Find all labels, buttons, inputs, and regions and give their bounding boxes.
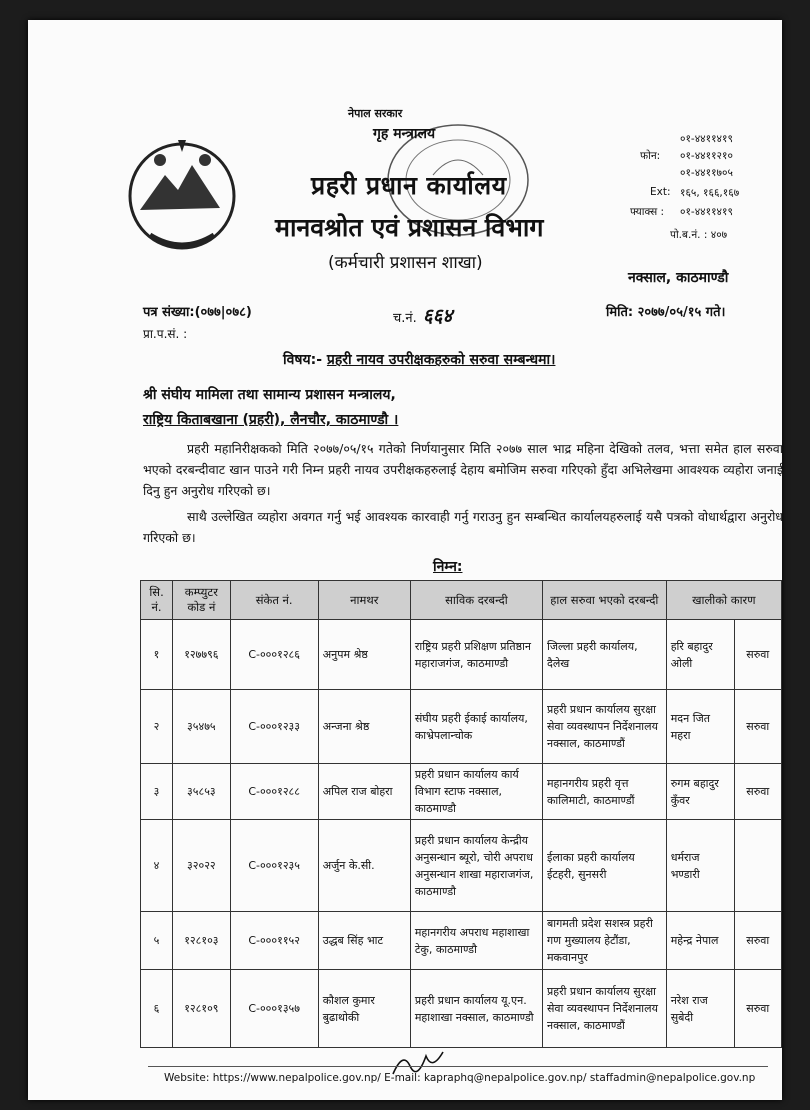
phone-3: ०१-४४११७०५ (680, 167, 733, 179)
transfer-table (140, 580, 782, 1048)
cell-hal: जिल्ला प्रहरी कार्यालय, दैलेख (542, 620, 666, 690)
footer-contact: Website: https://www.nepalpolice.gov.np/ E-mail: kapraphq@nepalpolice.gov.np/ staffadmin@nepalpolice.gov.np (164, 1072, 756, 1084)
patra-sankhya: पत्र संख्या:(०७७|०७८) (143, 305, 252, 320)
branch-title: (कर्मचारी प्रशासन शाखा) (328, 253, 483, 273)
cell-khali-reason: सरुवा (734, 764, 781, 820)
cell-khali-reason: सरुवा (734, 970, 781, 1048)
cell-code: १२७७९६ (173, 620, 231, 690)
chan-num: ६६४ (422, 305, 453, 327)
cell-sabik: प्रहरी प्रधान कार्यालय कार्य विभाग स्टाफ नक्साल, काठमाण्डौ (410, 764, 542, 820)
table-row (141, 912, 782, 970)
cell-code: १२८१०३ (173, 912, 231, 970)
table-row (141, 690, 782, 764)
address-line-2: राष्ट्रिय किताबखाना (प्रहरी), लैनचौर, काठमाण्डौ । (143, 412, 399, 428)
cell-khali-name: नरेश राज सुबेदी (666, 970, 734, 1048)
cell-code: ३५८५३ (173, 764, 231, 820)
subject-text: प्रहरी नायव उपरीक्षकहरुको सरुवा सम्बन्धमा। (326, 352, 556, 368)
cell-khali-reason: सरुवा (734, 690, 781, 764)
cell-sn: १ (141, 620, 173, 690)
table-row (141, 970, 782, 1048)
th-name: नामथर (318, 581, 410, 620)
body-paragraph-2: साथै उल्लेखित व्यहोरा अवगत गर्नु भई आवश्यक कारवाही गर्नु गराउनु हुन सम्बन्धित कार्यालयहरुलाई यसै पत्रको वोधार्थद्वारा अनुरोध गरिएको छ। (143, 509, 783, 545)
chalani-number (393, 302, 452, 328)
cell-name: उद्धब सिंह भाट (318, 912, 410, 970)
cell-sanket: C-०००११५२ (230, 912, 318, 970)
th-sabik: साविक दरबन्दी (410, 581, 542, 620)
cell-sn: ३ (141, 764, 173, 820)
cell-sabik: प्रहरी प्रधान कार्यालय यू.एन. महाशाखा नक्साल, काठमाण्डौ (410, 970, 542, 1048)
department-title: मानवश्रोत एवं प्रशासन विभाग (275, 213, 544, 242)
phone-2: ०१-४४११२१० (680, 150, 733, 162)
table-header-row (141, 581, 782, 620)
list-heading: निम्न: (433, 559, 463, 575)
cell-khali-name: मदन जित महरा (666, 690, 734, 764)
cell-name: अर्जुन के.सी. (318, 820, 410, 912)
letter-page (28, 20, 782, 1100)
cell-sabik: राष्ट्रिय प्रहरी प्रशिक्षण प्रतिष्ठान महाराजगंज, काठमाण्डौ (410, 620, 542, 690)
cell-sabik: संघीय प्रहरी ईकाई कार्यालय, काभ्रेपलान्चोक (410, 690, 542, 764)
address-line-1: श्री संघीय मामिला तथा सामान्य प्रशासन मन्त्रालय, (143, 387, 396, 403)
th-hal: हाल सरुवा भएको दरबन्दी (542, 581, 666, 620)
cell-name: कौशल कुमार बुढाथोकी (318, 970, 410, 1048)
cell-hal: ईलाका प्रहरी कार्यालय ईटहरी, सुनसरी (542, 820, 666, 912)
cell-sn: ५ (141, 912, 173, 970)
fax-value: ०१-४४११४१९ (680, 206, 733, 218)
th-code: कम्प्युटर कोड नं (173, 581, 231, 620)
table-row (141, 764, 782, 820)
cell-code: ३२०२२ (173, 820, 231, 912)
ministry-line: गृह मन्त्रालय (373, 126, 436, 142)
cell-khali-name: महेन्द्र नेपाल (666, 912, 734, 970)
subject-label: विषय:- (283, 352, 323, 368)
cell-khali-reason: सरुवा (734, 620, 781, 690)
cell-name: अनुपम श्रेष्ठ (318, 620, 410, 690)
office-title: प्रहरी प्रधान कार्यालय (311, 171, 507, 200)
location: नक्साल, काठमाण्डौ (628, 270, 729, 286)
ext-value: १६५, १६६,१६७ (680, 187, 740, 199)
cell-name: अन्जना श्रेष्ठ (318, 690, 410, 764)
th-khali: खालीको कारण (666, 581, 781, 620)
cell-khali-name: हरि बहादुर ओली (666, 620, 734, 690)
pobox: पो.ब.नं. : ४०७ (670, 229, 728, 241)
cell-sanket: C-०००१२३३ (230, 690, 318, 764)
cell-sanket: C-०००१२८८ (230, 764, 318, 820)
footer-divider (148, 1066, 768, 1067)
table-row (141, 820, 782, 912)
contact-block (630, 132, 800, 242)
cell-hal: महानगरीय प्रहरी वृत्त कालिमाटी, काठमाण्डौं (542, 764, 666, 820)
cell-sn: ४ (141, 820, 173, 912)
cell-hal: बागमती प्रदेश सशस्त्र प्रहरी गण मुख्यालय हेटौंडा, मकवानपुर (542, 912, 666, 970)
nepal-emblem-icon (120, 130, 245, 260)
cell-sanket: C-०००१३५७ (230, 970, 318, 1048)
cell-sanket: C-०००१२३५ (230, 820, 318, 912)
cell-name: अपिल राज बोहरा (318, 764, 410, 820)
prapasa: प्रा.प.सं. : (143, 327, 188, 341)
phone-1: ०१-४४११४१९ (680, 133, 733, 145)
govt-line: नेपाल सरकार (348, 107, 403, 120)
cell-code: ३५४७५ (173, 690, 231, 764)
cell-sabik: महानगरीय अपराध महाशाखा टेकु, काठमाण्डौ (410, 912, 542, 970)
cell-sabik: प्रहरी प्रधान कार्यालय केन्द्रीय अनुसन्धान ब्यूरो, चोरी अपराध अनुसन्धान शाखा महाराजगंज, काठमाण्डौ (410, 820, 542, 912)
cell-khali-name: धर्मराज भण्डारी (666, 820, 734, 912)
cell-hal: प्रहरी प्रधान कार्यालय सुरक्षा सेवा व्यवस्थापन निर्देशनालय नक्साल, काठमाण्डौं (542, 690, 666, 764)
fax-label: फ्याक्स : (630, 206, 665, 218)
th-sn: सि. नं. (141, 581, 173, 620)
date: मिति: २०७७/०५/१५ गते। (606, 305, 726, 320)
phone-label: फोन: (640, 150, 661, 162)
body-paragraph-1: प्रहरी महानिरीक्षकको मिति २०७७/०५/१५ गतेको निर्णयानुसार मिति २०७७ साल भाद्र महिना देखिको तलव, भत्ता समेत हाल सरुवा भएको दरबन्दीवाट खान पाउने गरी निम्न प्रहरी नायव उपरीक्षकहरुलाई देहाय बमोजिम सरुवा गरिएको हुँदा अभिलेखमा आवश्यक व्यहोरा जनाई दिनु हुन अनुरोध गरिएको छ। (143, 441, 783, 498)
chan-label: च.नं. (393, 311, 417, 326)
cell-hal: प्रहरी प्रधान कार्यालय सुरक्षा सेवा व्यवस्थापन निर्देशनालय नक्साल, काठमाण्डौं (542, 970, 666, 1048)
cell-sanket: C-०००१२८६ (230, 620, 318, 690)
cell-sn: ६ (141, 970, 173, 1048)
cell-khali-name: रुगम बहादुर कुँवर (666, 764, 734, 820)
subject-line (283, 350, 555, 369)
th-sanket: संकेत नं. (230, 581, 318, 620)
cell-khali-reason (734, 820, 781, 912)
cell-sn: २ (141, 690, 173, 764)
cell-code: १२८१०९ (173, 970, 231, 1048)
table-row (141, 620, 782, 690)
cell-khali-reason: सरुवा (734, 912, 781, 970)
ext-label: Ext: (650, 186, 671, 198)
